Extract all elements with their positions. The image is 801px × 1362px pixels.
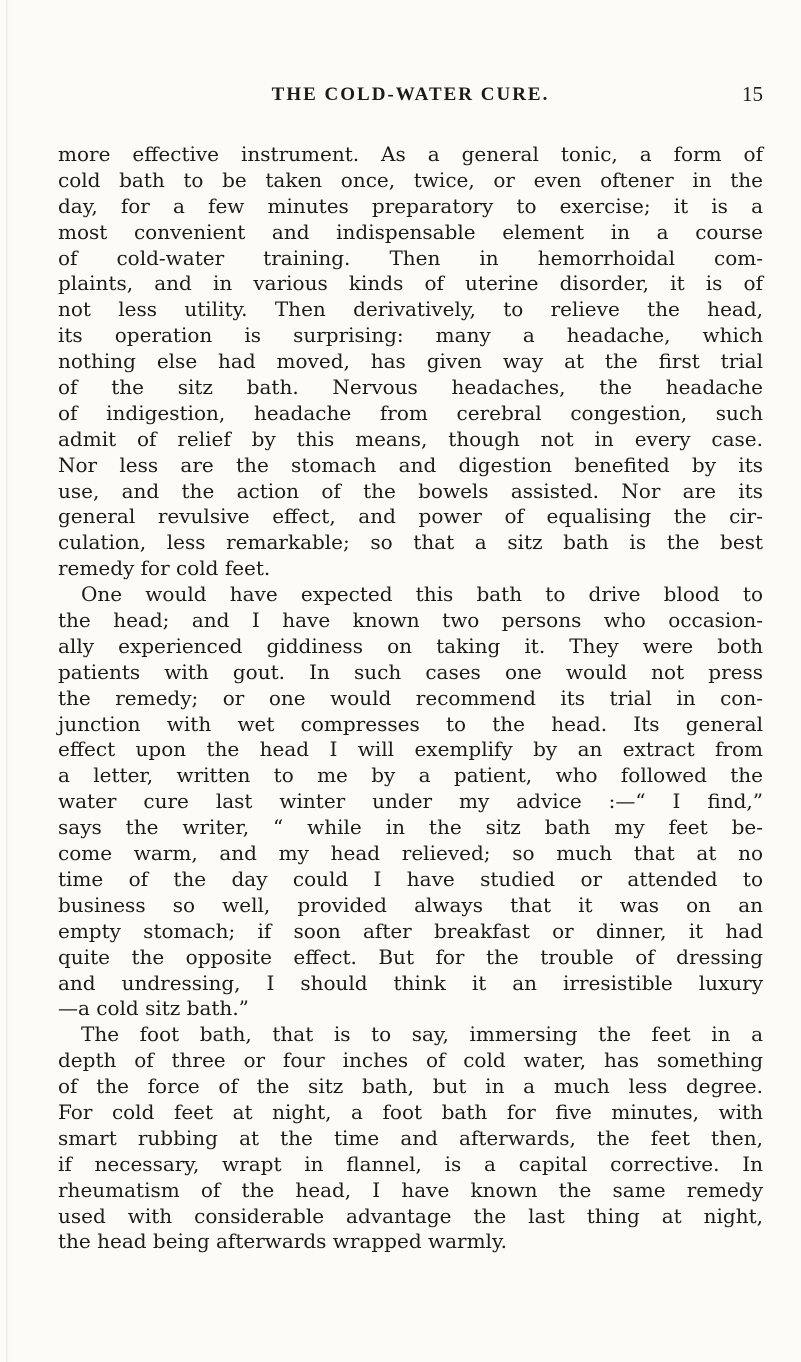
text-line: admit of relief by this means, though not in every case. [58, 426, 763, 451]
text-line: of cold-water training. Then in hemorrhoidal com- [58, 245, 763, 270]
text-line: general revulsive effect, and power of equalising the cir- [58, 504, 763, 529]
text-line: patients with gout. In such cases one would not press [58, 659, 763, 684]
text-line: effect upon the head I will exemplify by an extract from [58, 737, 763, 762]
text-line: its operation is surprising: many a headache, which [58, 323, 763, 348]
text-line: culation, less remarkable; so that a sitz bath is the best [58, 530, 763, 555]
text-line: rheumatism of the head, I have known the same remedy [58, 1177, 763, 1202]
text-line: empty stomach; if soon after breakfast or dinner, it had [58, 918, 763, 943]
text-line: smart rubbing at the time and afterwards, the feet then, [58, 1125, 763, 1150]
text-line: time of the day could I have studied or attended to [58, 866, 763, 891]
text-line: —a cold sitz bath.” [58, 996, 249, 1021]
text-line: Nor less are the stomach and digestion benefited by its [58, 452, 763, 477]
text-line: One would have expected this bath to drive blood to [81, 582, 763, 607]
page-gutter-shadow [6, 0, 9, 1362]
text-line: remedy for cold feet. [58, 556, 271, 581]
page-number: 15 [742, 82, 763, 106]
text-line: business so well, provided always that it was on an [58, 892, 763, 917]
text-line: says the writer, “ while in the sitz bath my feet be- [58, 815, 763, 840]
paragraph [58, 142, 763, 582]
text-line: of the force of the sitz bath, but in a much less degree. [58, 1074, 763, 1099]
text-line: if necessary, wrapt in flannel, is a capital corrective. In [58, 1151, 763, 1176]
text-line: plaints, and in various kinds of uterine disorder, it is of [58, 271, 763, 296]
text-line: day, for a few minutes preparatory to exercise; it is a [58, 193, 763, 218]
text-line: the head being afterwards wrapped warmly. [58, 1229, 507, 1254]
text-line: water cure last winter under my advice :—“ I find,” [58, 789, 763, 814]
text-line: depth of three or four inches of cold water, has something [58, 1048, 763, 1073]
text-line: The foot bath, that is to say, immersing the feet in a [81, 1022, 763, 1047]
text-line: ally experienced giddiness on taking it. They were both [58, 633, 763, 658]
text-line: quite the opposite effect. But for the trouble of dressing [58, 944, 763, 969]
text-line: junction with wet compresses to the head. Its general [58, 711, 763, 736]
text-line: the head; and I have known two persons who occasion- [58, 608, 763, 633]
text-line: not less utility. Then derivatively, to relieve the head, [58, 297, 763, 322]
paragraph [58, 1022, 763, 1255]
text-line: use, and the action of the bowels assisted. Nor are its [58, 478, 763, 503]
body-text [58, 142, 763, 1255]
text-line: come warm, and my head relieved; so much that at no [58, 841, 763, 866]
paragraph [58, 582, 763, 1022]
text-line: and undressing, I should think it an irresistible luxury [58, 970, 763, 995]
text-line: the remedy; or one would recommend its trial in con- [58, 685, 763, 710]
running-title: THE COLD-WATER CURE. [271, 84, 550, 105]
text-line: nothing else had moved, has given way at the first trial [58, 349, 763, 374]
text-line: more effective instrument. As a general tonic, a form of [58, 142, 763, 166]
text-line: of indigestion, headache from cerebral congestion, such [58, 400, 763, 425]
text-line: cold bath to be taken once, twice, or even oftener in the [58, 167, 763, 192]
running-head [58, 84, 763, 114]
text-line: a letter, written to me by a patient, who followed the [58, 763, 763, 788]
text-line: most convenient and indispensable element in a course [58, 219, 763, 244]
text-line: used with considerable advantage the last thing at night, [58, 1203, 763, 1228]
text-line: For cold feet at night, a foot bath for five minutes, with [58, 1099, 763, 1124]
text-line: of the sitz bath. Nervous headaches, the headache [58, 375, 763, 400]
